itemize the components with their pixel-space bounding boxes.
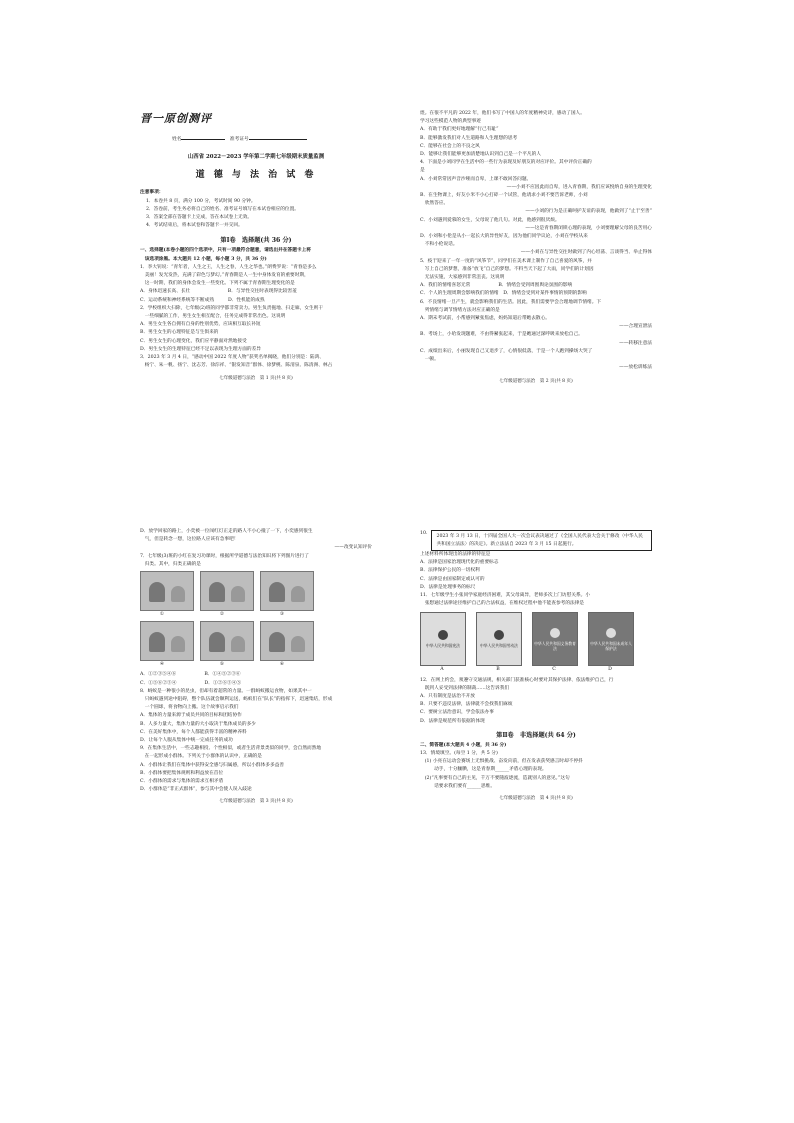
text-line: C．运动系统和神经系统等不断成熟 D．性机能的成熟 bbox=[140, 297, 265, 303]
evaluation-quote: ——改变认知评价 bbox=[334, 545, 372, 551]
exam-page-3 bbox=[140, 528, 372, 807]
text-line: B．考场上，小哈发现题难，不由得紧张起来，于是她通过深呼吸来放松自己。 bbox=[420, 332, 583, 338]
text-line: B．男生女生的心理特征是与生俱来的 bbox=[140, 330, 219, 336]
section-title: 第Ⅰ卷 选择题(共 36 分) bbox=[220, 237, 292, 245]
text-line: B．在生物课上，好友小米不小心打碎一个试管，他请求小刘不要告诉老师，小刘 bbox=[420, 193, 588, 199]
text-line: 杨宁、朱一帆、扬宁、沈志芳、徐淙祥、“银发知音”群体、徐梦桃、陈清泉、陈清洲、林占 bbox=[140, 363, 333, 369]
text-line: C．小刘遇到爱慕的女生，父母说了他几句。对此，他感到很厌烦。 bbox=[420, 217, 560, 223]
text-line: 既到人妥受到法律的制裁……这告诉我们 bbox=[420, 685, 510, 691]
exam-page-4 bbox=[420, 530, 652, 803]
evaluation-quote: ——小刘在与异性交往时做到了内心坦荡、言谈得当、举止得体 bbox=[520, 250, 652, 256]
text-line: (2)“凡事要有自己的主见，千万不要随波逐流，造就别人的意见。”这句 bbox=[420, 775, 570, 781]
text-line: A．集体的力量来源于成员共同的目标和团结协作 bbox=[140, 713, 242, 719]
text-line: A．小群体让我们在集体中获得安全感与归属感，所以小群体多多益善 bbox=[140, 762, 285, 768]
text-line: B．小群体要把集体规则和利益放在首位 bbox=[140, 770, 224, 776]
picture-5: ⑤ bbox=[200, 621, 254, 669]
text-line: 一些细腻的工作，男生女生相互配合，任务完成得非常出色。这说明 bbox=[140, 314, 286, 320]
text-line: 该选项涂黑。本大题共 12 小题，每小题 3 分，共 36 分) bbox=[140, 256, 267, 262]
text-line: D．能够让我们能够更加清楚地认识到自己是一个平凡的人 bbox=[420, 152, 541, 158]
text-line: C．个人的生理周期会影响我们的情绪 D．情绪会受到对某件事情的预期的影响 bbox=[420, 291, 587, 297]
text-line: D．法律是规范所有依据的体现 bbox=[420, 718, 485, 724]
text-line: 2．学校组织大扫除，七年级(2)班的同学都非常卖力。男生负责拖地、扫走廊，女生则干 bbox=[140, 305, 324, 311]
question-number: 10. bbox=[420, 531, 428, 536]
text-line: C．能够在社会上的不良之风 bbox=[420, 143, 480, 149]
text-line: A．男生女生各自拥有自身的性别优势，应该相互取长补短 bbox=[140, 322, 261, 328]
text-line: 归类。其中，归类正确的是 bbox=[140, 561, 201, 567]
text-line: B．人多力量大，集体力量的大小取决于集体成员的多少 bbox=[140, 721, 256, 727]
picture-6: ⑥ bbox=[260, 621, 314, 669]
text-line: 是 bbox=[420, 168, 425, 174]
text-line: 张想通过法律途径维护自己的合法权益，在维权过程中他不能查参考的法律是 bbox=[420, 601, 585, 607]
text-line: 无法实施，大家感到非常沮丧。这说明 bbox=[420, 275, 505, 281]
section-title: 第Ⅱ卷 非选择题(共 64 分) bbox=[496, 731, 576, 739]
note-line: 3．答案全部在答题卡上完成，答在本试卷上无效。 bbox=[146, 215, 253, 221]
text-line: 二、简答题(本大题共 4 小题，共 36 分) bbox=[420, 742, 507, 748]
text-line: C．成绩出来后，小丽发现自己又退步了，心情很低落，于是一个人跑到操场大哭了 bbox=[420, 348, 593, 354]
text-line: 这一时期，我们的身体会发生一些变化。下列不属于青春期生理变化的是 bbox=[140, 281, 295, 287]
text-line: (1) 小亮在运动会赛场上无惧挑战、奋发向前，但在发表获奖感言时却不停抖 bbox=[420, 759, 583, 765]
text-line: C．在美好集体中，每个人都能获得丰富的精神养料 bbox=[140, 729, 247, 735]
text-line: 美丽！发光发热，充满了彩色与梦幻。”青春期是人一生中身体发育的重要时期， bbox=[140, 273, 309, 279]
text-line: A．身体迅速长高、长壮 B．与异性交往时表现得比较害羞 bbox=[140, 289, 297, 295]
text-line: A．我们的情绪喜怒无常 B．情绪会受到周围舆论氛围的影响 bbox=[420, 283, 573, 289]
text-line: 只蚂蚁遇到途中阻碍，整个队伍就会顺利运送，蚂蚁们在“队长”的指挥下，迅速集结，形成 bbox=[140, 697, 333, 703]
emblem-icon bbox=[438, 630, 448, 640]
picture-2: ② bbox=[200, 571, 254, 619]
image-row-1 bbox=[140, 571, 372, 619]
law-book-a: 中华人民共和国宪法 A bbox=[420, 612, 466, 674]
evaluation-quote: ——转移注意法 bbox=[619, 340, 652, 346]
page-footer: 七年级道德与法治 第 1 页(共 8 页) bbox=[219, 376, 293, 382]
law-book-c: 中华人民共和国义务教育法 C bbox=[532, 612, 578, 674]
text-line: 一、选择题(本卷小题的四个选项中，只有一项最符合题意，请选出并在答题卡上将 bbox=[140, 248, 311, 254]
text-line: 7．七年级(3)班的小红在复习功课时，根据所学道德与法治知识将下列图片进行了 bbox=[140, 553, 309, 559]
text-line: 6．不良情绪一旦产生，就会影响我们的生活。因此，我们需要学会合理地调节情绪。下 bbox=[420, 299, 602, 305]
text-line: C．法律是由国家制定或认可的 bbox=[420, 576, 485, 582]
text-line: D．小群体是“非正式群体”，参与其中会使人误入歧途 bbox=[140, 787, 252, 793]
text-line: 煜。在很不平凡的 2022 年，他们书写了中国人的年度精神史诗，感动了国人。 bbox=[420, 111, 585, 116]
text-line: 5．疫于迎来了一年一度的“风筝节”，同学们在美术课上制作了自己喜爱的风筝，并 bbox=[420, 258, 592, 264]
emblem-icon bbox=[550, 628, 560, 638]
text-line: 话要求我们要有______思维。 bbox=[420, 783, 496, 789]
page-footer: 七年级道德与法治 第 4 页(共 8 页) bbox=[499, 796, 573, 802]
law-book-d: 中华人民共和国未成年人保护法 D bbox=[588, 612, 634, 674]
picture-4: ④ bbox=[140, 621, 194, 669]
brand-logo: 晋一原创测评 bbox=[140, 112, 212, 125]
text-line: A．期末考试前，小帮感到紧张焦虑，妈妈知道后带她去散心。 bbox=[420, 316, 550, 322]
emblem-icon bbox=[494, 630, 504, 640]
exam-header: 山西省 2022－2023 学年第二学期七年级期末质量监测 bbox=[187, 154, 325, 161]
law-book-b: 中华人民共和国劳动法 B bbox=[476, 612, 522, 674]
text-line: D．让每个人服从集体中统一完成任务的成功 bbox=[140, 738, 233, 744]
option-line: A．①②③⑤④⑥ B．①④⑤②③⑥ bbox=[140, 672, 241, 678]
text-line: C．要树立法治意识，学会依法办事 bbox=[420, 710, 494, 716]
exam-title: 道 德 与 法 治 试 卷 bbox=[195, 170, 317, 181]
note-line: 2．答卷前，考生务必将自己的姓名、准考证号填写在本试卷相应的位置。 bbox=[146, 206, 299, 212]
note-line: 4．考试结束后，将本试卷和答题卡一并交回。 bbox=[146, 223, 243, 229]
exam-page-2 bbox=[420, 110, 652, 386]
page-footer: 七年级道德与法治 第 2 页(共 8 页) bbox=[499, 378, 573, 384]
text-line: 气，但是转念一想，这位路人应该有急事吧！ bbox=[140, 537, 239, 543]
evaluation-quote: ——放松训练法 bbox=[619, 365, 652, 371]
text-line: 在一起形成小群体。下列关于小群体的认识中，正确的是 bbox=[140, 754, 262, 760]
material-box: 2023 年 3 月 13 日，十四届全国人大一次会议表决通过了《全国人民代表大会关于修改〈中华人民共和国立法法〉的决定》。新立法法自 2023 年 3 月 15 日起施行。 bbox=[431, 530, 652, 551]
evaluation-quote: ——小刘不应因此而自卑，进入青春期，我们应该悦纳自身的生理变化 bbox=[506, 184, 652, 190]
text-line: 写上自己的梦想，准备“放飞”自己的梦想。不料当天下起了大雨，同学们的计划因 bbox=[420, 266, 594, 272]
material-row bbox=[420, 530, 652, 551]
exam-page-1 bbox=[140, 112, 372, 384]
text-line: B．能够激发我们对人生道路和人生理想的思考 bbox=[420, 135, 518, 141]
text-line: A．有助于我们更好地理解“行己有耻” bbox=[420, 127, 499, 133]
text-line: 上述材料所体现出的法律的特征是 bbox=[420, 552, 491, 557]
text-line: 11．七年级学生小张同学家庭经济困难，其父母离异，老师多次上门访慰关系。小 bbox=[420, 593, 591, 599]
text-line: 一个圆球，将食物向上搬。这个故事启示我们 bbox=[140, 705, 239, 711]
text-line: D．男生女生的生理特征已经不足以表现为生理方面的差异 bbox=[140, 346, 261, 352]
text-line: D．小刘和小伦是从小一起长大的异性好友，因为他们同学议论，小刘在学校从来 bbox=[420, 234, 588, 240]
emblem-icon bbox=[606, 628, 616, 638]
text-line: 一顿。 bbox=[420, 357, 439, 363]
page-footer: 七年级道德与法治 第 3 页(共 8 页) bbox=[219, 799, 293, 805]
text-line: 欣然答应。 bbox=[420, 201, 449, 207]
text-line: 1．李大钊说：“青年者，人生之王，人生之春，人生之华也。”朗费罗说：“青春是多么 bbox=[140, 264, 317, 270]
text-line: A．只有制度是法治不开放 bbox=[420, 694, 475, 700]
text-line: 不和小伦说话。 bbox=[420, 242, 458, 248]
picture-3: ③ bbox=[260, 571, 314, 619]
text-line: D．法律是处理事务的标尺 bbox=[420, 584, 476, 590]
text-line: 8．蚂蚁是一种很小的昆虫，但却有着超常的力量。一群蚂蚁搬运食物，如果其中一 bbox=[140, 688, 312, 694]
text-line: 13．情境填空。(每空 1 分，共 5 分) bbox=[420, 751, 498, 757]
text-line: C．男生女生的心理变化，我们应平静面对然地接受 bbox=[140, 338, 247, 344]
text-line: 动手，十分腼腆，这是青春期______矛盾心理的表现。 bbox=[420, 767, 547, 773]
evaluation-quote: ——合理宣泄法 bbox=[619, 324, 652, 330]
text-line: 12．在网上约会，须遵守交通法规，相关部门获准核心时要对其保护法律、依法维护自己，行 bbox=[420, 677, 614, 683]
image-row-2 bbox=[140, 621, 372, 669]
law-books-row bbox=[420, 612, 652, 674]
evaluation-quote: ——小刘的行为是正确呵护友谊的表现，他做到了“止于至善” bbox=[525, 209, 652, 215]
text-line: 列情绪与调节情绪方法对应正确的是 bbox=[420, 307, 500, 313]
text-line: B．只要不违反法律，法律就不会找我们麻烦 bbox=[420, 702, 513, 708]
text-line: B．法律保护公民的一切权利 bbox=[420, 568, 480, 574]
picture-1: ① bbox=[140, 571, 194, 619]
text-line: D．放学回家的路上，小奕被一位闯红灯正走的路人不小心撞了一下，小奕感到很生 bbox=[140, 529, 313, 534]
text-line: 学习这些模范人物的典型事迹 bbox=[420, 119, 481, 125]
candidate-info: 姓名 准考证号 bbox=[140, 134, 372, 144]
text-line: 9．在集体生活中，一些志趣相投、个性相似，或者生活背景类似的同学，会自然而然地 bbox=[140, 746, 322, 752]
option-line: C．①⑤⑥②③④ D．①②⑥③④⑤ bbox=[140, 680, 242, 686]
notes-title: 注意事项： bbox=[140, 190, 164, 196]
text-line: A．法律是国家治理现代化的重要标志 bbox=[420, 560, 499, 566]
text-line: 4．下面是小刘同学在生活中的一些行为表现及好朋友的对应评价。其中评价正确的 bbox=[420, 160, 592, 166]
text-line: C．小群体的需求与集体的需求互相矛盾 bbox=[140, 779, 224, 785]
evaluation-quote: ——这是青春期闭锁心理的表现，小刘要理解父母的良苦用心 bbox=[525, 225, 652, 231]
note-line: 1．本卷共 8 页，满分 100 分，考试时间 90 分钟。 bbox=[146, 198, 256, 204]
text-line: 3．2023 年 3 月 4 日，“感动中国 2022 年度人物”获奖名单揭晓，他们分别是：陆鸿、 bbox=[140, 355, 324, 361]
text-line: A．小刘常常因声音沙哑而自卑，上课不敢回答问题。 bbox=[420, 176, 532, 182]
